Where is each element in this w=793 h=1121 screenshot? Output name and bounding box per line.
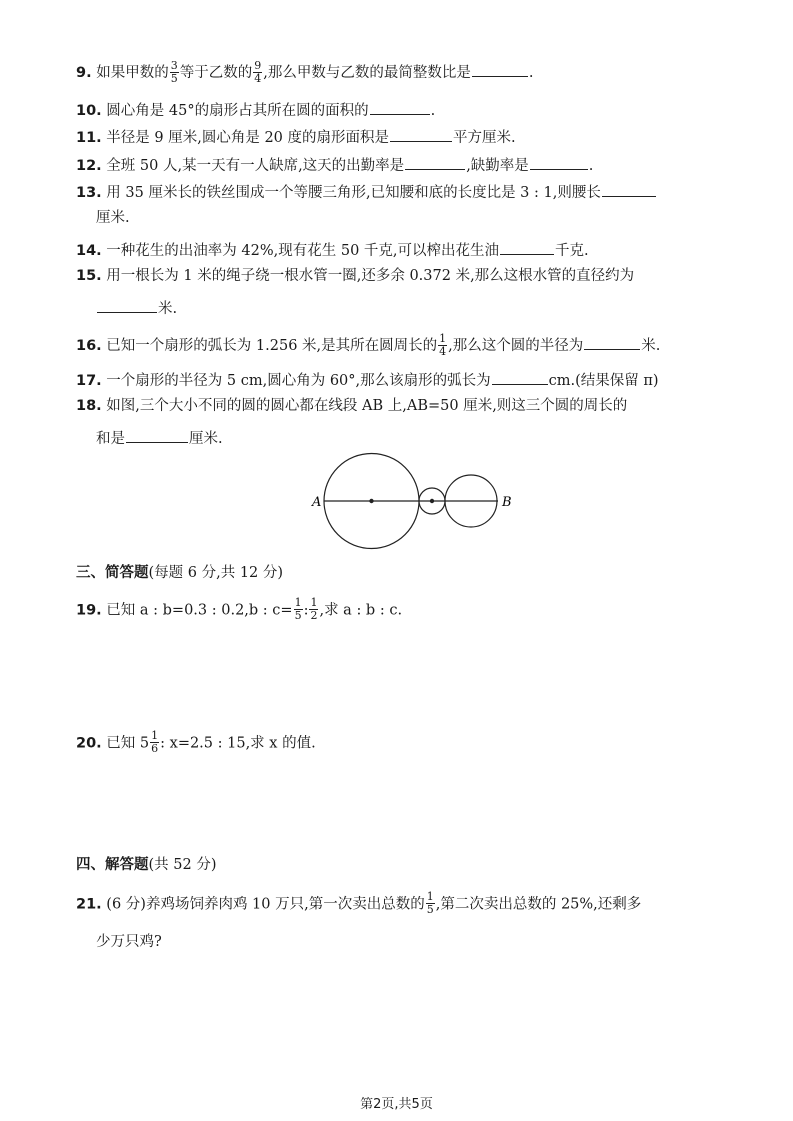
denominator: 5: [170, 71, 178, 85]
page-footer: 第2页,共5页: [360, 1097, 433, 1112]
question-text: 千克.: [555, 243, 589, 259]
question-17: [76, 368, 727, 391]
question-text: : x=2.5 : 15,求 x 的值.: [160, 735, 316, 752]
question-number: 19.: [76, 602, 102, 619]
answer-blank[interactable]: [370, 98, 430, 115]
numerator: 1: [426, 890, 434, 903]
question-number: 20.: [76, 735, 102, 752]
question-20: [76, 731, 727, 756]
numerator: 1: [310, 596, 318, 609]
question-text: 少万只鸡?: [96, 934, 162, 950]
ratio-sign: :: [303, 602, 309, 619]
question-text: 一个扇形的半径为 5 cm,圆心角为 60°,那么该扇形的弧长为: [106, 373, 491, 389]
question-text: 已知一个扇形的弧长为 1.256 米,是其所在圆周长的: [106, 338, 438, 354]
label-a: A: [312, 495, 322, 510]
section-3-heading: [76, 561, 283, 582]
fraction: [150, 730, 159, 755]
small-circle-center: [430, 499, 434, 503]
question-text: 用一根长为 1 米的绳子绕一根水管一圈,还多余 0.372 米,那么这根水管的直径约为: [106, 268, 635, 284]
question-number: 10.: [76, 103, 102, 119]
fraction: [253, 60, 262, 85]
denominator: 4: [439, 344, 447, 358]
question-13: [76, 180, 727, 203]
question-18-continued: [76, 426, 727, 449]
answer-blank[interactable]: [472, 60, 528, 77]
numerator: 1: [294, 596, 302, 609]
denominator: 5: [426, 903, 434, 916]
question-number: 13.: [76, 185, 102, 201]
numerator: 9: [254, 58, 262, 72]
question-text: 用 35 厘米长的铁丝围成一个等腰三角形,已知腰和底的长度比是 3 : 1,则腰长: [106, 185, 601, 201]
answer-blank[interactable]: [530, 153, 588, 170]
answer-blank[interactable]: [500, 238, 554, 255]
fraction: [294, 597, 303, 622]
question-text: .: [430, 103, 436, 119]
question-21: [76, 892, 727, 917]
question-text: .: [528, 65, 534, 81]
question-16: [76, 333, 727, 359]
question-text: 厘米.: [189, 431, 223, 447]
question-text: 等于乙数的: [179, 65, 253, 81]
question-text: 全班 50 人,某一天有一人缺席,这天的出勤率是: [106, 158, 405, 174]
question-text: 米.: [158, 301, 178, 317]
fraction: [170, 60, 179, 85]
fraction: [309, 597, 318, 622]
question-10: [76, 98, 727, 121]
question-number: 21.: [76, 896, 102, 913]
question-text: 半径是 9 厘米,圆心角是 20 度的扇形面积是: [106, 130, 390, 146]
question-text: ,那么这个圆的半径为: [448, 338, 584, 354]
question-11: [76, 125, 727, 148]
answer-blank[interactable]: [390, 125, 452, 142]
section-title: 三、简答题: [76, 565, 149, 581]
question-number: 12.: [76, 158, 102, 174]
question-13-continued: [76, 208, 727, 228]
question-text: 圆心角是 45°的扇形占其所在圆的面积的: [106, 103, 369, 119]
question-15: [76, 266, 727, 286]
section-note: (每题 6 分,共 12 分): [148, 565, 284, 581]
section-4-heading: [76, 853, 216, 874]
question-number: 14.: [76, 243, 102, 259]
question-text: 已知 5: [106, 735, 150, 752]
answer-blank[interactable]: [405, 153, 465, 170]
question-number: 18.: [76, 398, 102, 414]
question-text: (6 分)养鸡场饲养肉鸡 10 万只,第一次卖出总数的: [106, 896, 425, 913]
question-number: 16.: [76, 338, 102, 354]
question-text: ,第二次卖出总数的 25%,还剩多: [435, 896, 642, 913]
numerator: 1: [439, 331, 447, 345]
denominator: 5: [294, 609, 302, 622]
question-15-continued: [76, 296, 727, 319]
answer-blank[interactable]: [126, 426, 188, 443]
numerator: 1: [151, 729, 159, 742]
question-text: 已知 a : b=0.3 : 0.2,b : c=: [106, 602, 293, 619]
question-text: 米.: [641, 338, 661, 354]
question-text: 和是: [96, 431, 125, 447]
fraction: [426, 891, 435, 916]
denominator: 4: [254, 71, 262, 85]
question-number: 11.: [76, 130, 102, 146]
question-14: [76, 238, 727, 261]
question-text: ,求 a : b : c.: [319, 602, 403, 619]
question-text: ,那么甲数与乙数的最简整数比是: [263, 65, 471, 81]
question-text: 一种花生的出油率为 42%,现有花生 50 千克,可以榨出花生油: [106, 243, 500, 259]
numerator: 3: [170, 58, 178, 72]
question-21-continued: [76, 932, 727, 952]
question-text: ,缺勤率是: [466, 158, 529, 174]
question-9: [76, 60, 727, 86]
answer-blank[interactable]: [602, 180, 656, 197]
question-text: 如图,三个大小不同的圆的圆心都在线段 AB 上,AB=50 厘米,则这三个圆的周长的: [106, 398, 628, 414]
fraction: [438, 333, 447, 358]
label-b: B: [502, 495, 512, 510]
question-number: 17.: [76, 373, 102, 389]
denominator: 2: [310, 609, 318, 622]
large-circle-center: [369, 499, 373, 503]
question-text: cm.(结果保留 π): [548, 373, 659, 389]
question-text: 平方厘米.: [453, 130, 516, 146]
question-text: 如果甲数的: [96, 65, 169, 81]
section-note: (共 52 分): [148, 857, 217, 873]
answer-blank[interactable]: [584, 333, 640, 350]
question-12: [76, 153, 727, 176]
question-text: 厘米.: [96, 210, 130, 226]
circles-figure: [300, 450, 520, 556]
answer-blank[interactable]: [97, 296, 157, 313]
question-number: 9.: [76, 65, 92, 81]
answer-blank[interactable]: [492, 368, 548, 385]
question-18: [76, 396, 727, 416]
question-text: .: [588, 158, 594, 174]
question-19: [76, 598, 727, 623]
section-title: 四、解答题: [76, 857, 149, 873]
denominator: 6: [151, 742, 159, 755]
question-number: 15.: [76, 268, 102, 284]
